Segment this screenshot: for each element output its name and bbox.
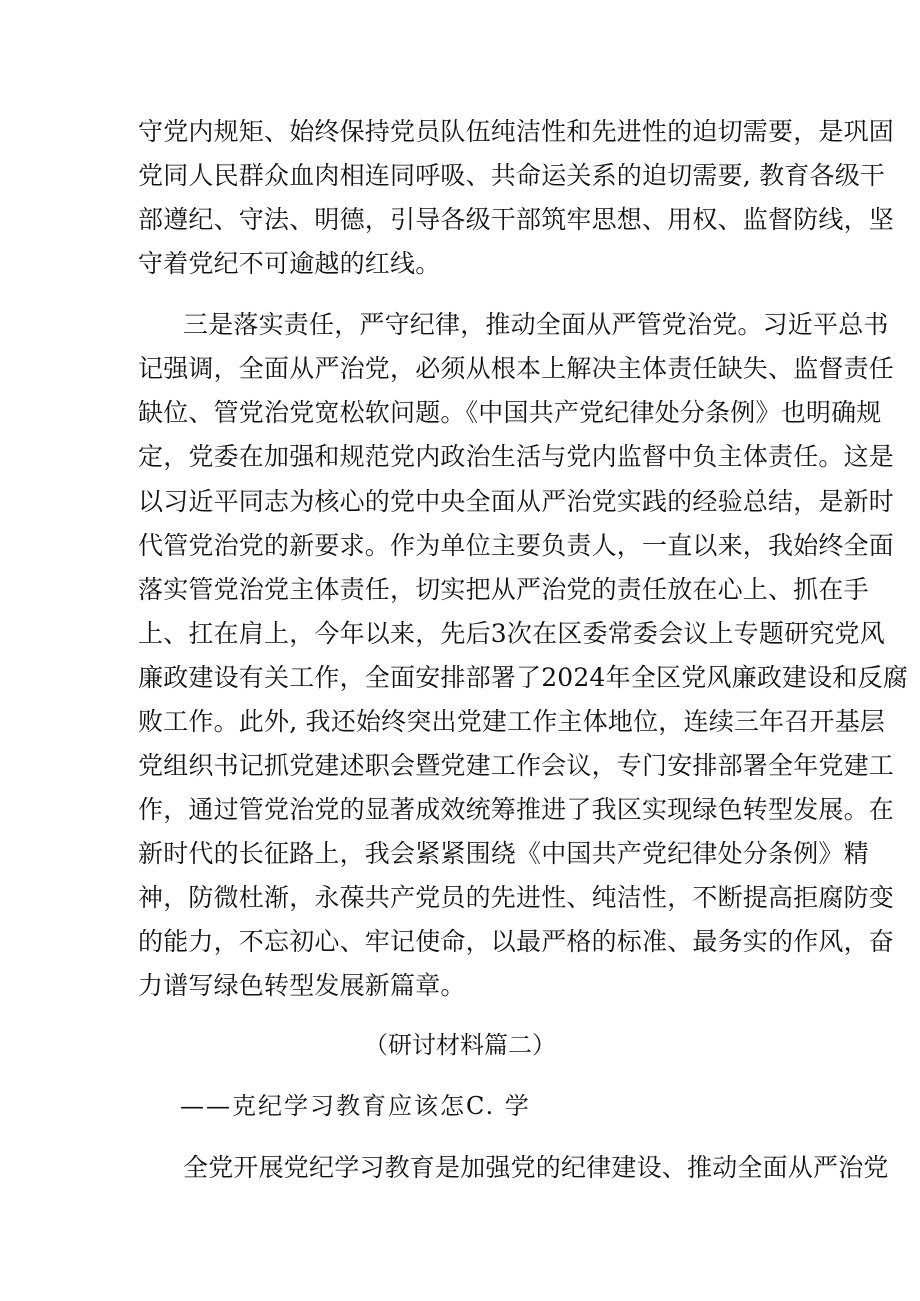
paragraph-2-line: 败工作。此外, 我还始终突出党建工作主体地位，连续三年召开基层 — [138, 707, 886, 736]
paragraph-2-line: 代管党治党的新要求。作为单位主要负责人，一直以来，我始终全面 — [138, 531, 895, 560]
paragraph-2-line: 力谱写绿色转型发展新篇章。 — [138, 971, 466, 1000]
paragraph-1-line: 党同人民群众血肉相连同呼吸、共命运关系的迫切需要, 教育各级干 — [138, 161, 886, 190]
paragraph-2-line: 缺位、管党治党宽松软问题。《中国共产党纪律处分条例》也明确规 — [138, 398, 882, 427]
paragraph-2-line: 神，防微杜渐，永葆共产党员的先进性、纯洁性，不断提高拒腐防变 — [138, 883, 895, 912]
paragraph-2-line: 以习近平同志为核心的党中央全面从严治党实践的经验总结，是新时 — [138, 487, 895, 516]
paragraph-3-line: 全党开展党纪学习教育是加强党的纪律建设、推动全面从严治党 — [183, 1153, 889, 1182]
paragraph-2-line: 定，党委在加强和规范党内政治生活与党内监督中负主体责任。这是 — [138, 442, 895, 471]
paragraph-2-line: 廉政建设有关工作，全面安排部署了2024年全区党风廉政建设和反腐 — [138, 663, 909, 692]
paragraph-2-line: 党组织书记抓党建述职会暨党建工作会议，专门安排部署全年党建工 — [138, 751, 895, 780]
paragraph-2-line: 三是落实责任，严守纪律，推动全面从严管党治党。习近平总书 — [183, 310, 889, 339]
paragraph-2-line: 的能力，不忘初心、牢记使命，以最严格的标准、最务实的作风，奋 — [138, 927, 895, 956]
paragraph-2-line: 上、扛在肩上，今年以来，先后3次在区委常委会议上专题研究党风 — [138, 619, 885, 648]
paragraph-2-line: 新时代的长征路上，我会紧紧围绕《中国共产党纪律处分条例》精 — [138, 839, 869, 868]
paragraph-2-line: 作，通过管党治党的显著成效统筹推进了我区实现绿色转型发展。在 — [138, 795, 895, 824]
paragraph-2-line: 记强调，全面从严治党，必须从根本上解决主体责任缺失、监督责任 — [138, 354, 895, 383]
paragraph-1-line: 守党内规矩、始终保持党员队伍纯洁性和先进性的迫切需要，是巩固 — [138, 117, 895, 146]
paragraph-2-line: 落实管党治党主体责任，切实把从严治党的责任放在心上、抓在手 — [138, 575, 869, 604]
section-title: （研讨材料篇二） — [364, 1031, 556, 1059]
section-subtitle: ——克纪学习教育应该怎C. 学 — [180, 1092, 531, 1120]
paragraph-1-line: 守着党纪不可逾越的红线。 — [138, 249, 441, 278]
paragraph-1-line: 部遵纪、守法、明德，引导各级干部筑牢思想、用权、监督防线，坚 — [138, 205, 895, 234]
